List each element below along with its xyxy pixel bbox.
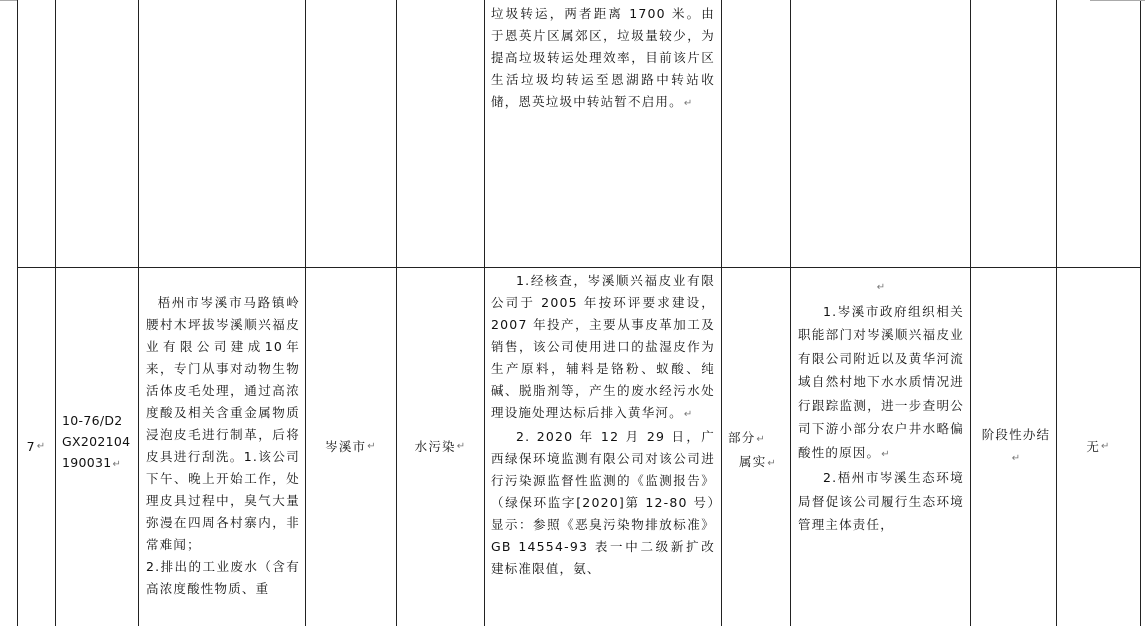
category-text: 水污染 bbox=[414, 439, 456, 454]
row7-actions bbox=[798, 274, 964, 537]
findings-paragraph: 2. 2020 年 12 月 29 日，广西绿保环境监测有限公司对该公司进行污染源监督性监测的《监测报告》（绿保环监字[2020]第 12-80 号）显示：参照《恶臭污染物排放标准》GB 14554-93 表一中二级新扩改建标准限值，氨、 bbox=[491, 429, 715, 576]
paragraph-mark-icon: ↵ bbox=[1101, 441, 1111, 452]
verdict-text: 部分 bbox=[728, 430, 756, 445]
paragraph-mark-icon: ↵ bbox=[683, 409, 694, 420]
region-text: 岑溪市 bbox=[325, 439, 367, 454]
paragraph-mark-icon: ↵ bbox=[112, 459, 122, 470]
col-line bbox=[790, 0, 791, 626]
actions-paragraph: 1.岑溪市政府组织相关职能部门对岑溪顺兴福皮业有限公司附近以及黄华河流域自然村地下水水质情况进行跟踪监测，进一步查明公司下游小部分农户井水略偏酸性的原因。 bbox=[798, 303, 964, 460]
row7-status bbox=[980, 424, 1052, 470]
paragraph-mark-icon: ↵ bbox=[756, 434, 766, 445]
paragraph-mark-icon: ↵ bbox=[683, 98, 694, 109]
paragraph-mark-icon: ↵ bbox=[881, 448, 891, 460]
accountability-text: 无 bbox=[1086, 439, 1101, 454]
row7-number bbox=[18, 268, 55, 626]
complaint-text: 梧州市岑溪市马路镇岭腰村木坪拔岑溪顺兴福皮业有限公司建成10年来，专门从事对动物生物活体皮毛处理，通过高浓度酸及相关含重金属物质浸泡皮毛进行制革，后将皮具进行刮洗。1.该公司下午、晚上开始工作，处理皮具过程中，臭气大量弥漫在四周各村寨内，非常难闻； 2.排出的工业废水（含有高浓度酸性物质、重 bbox=[146, 295, 300, 596]
paragraph-mark-icon: ↵ bbox=[367, 441, 377, 452]
row7-complaint bbox=[146, 270, 300, 600]
prev-row-findings bbox=[491, 3, 715, 115]
paragraph-mark-icon: ↵ bbox=[1011, 453, 1022, 464]
col-line bbox=[721, 0, 722, 626]
row7-case-code bbox=[62, 410, 138, 475]
row7-region bbox=[306, 268, 396, 626]
actions-paragraph: 2.梧州市岑溪生态环境局督促该公司履行生态环境管理主体责任， bbox=[798, 470, 964, 532]
paragraph-mark-icon: ↵ bbox=[456, 441, 467, 452]
row7-verdict bbox=[726, 427, 788, 475]
corner-mark bbox=[0, 0, 17, 1]
findings-paragraph: 1.经核查，岑溪顺兴福皮业有限公司于 2005 年按环评要求建设，2007 年投产，主要从事皮革加工及销售，该公司使用进口的盐湿皮作为生产原料，辅料是铬粉、蚁酸、纯碱、脱脂剂等，产生的废水经污水处理设施处理达标后排入黄华河。 bbox=[491, 273, 715, 420]
row7-findings bbox=[491, 270, 715, 580]
col-line bbox=[1140, 0, 1141, 626]
prev-row-findings-text: 垃圾转运，两者距离 1700 米。由于恩英片区属郊区，垃圾量较少，为提高垃圾转运处理效率，目前该片区生活垃圾均转运至恩湖路中转站收储，恩英垃圾中转站暂不启用。 bbox=[491, 6, 715, 109]
status-text: 阶段性办结 bbox=[981, 427, 1051, 442]
col-line bbox=[970, 0, 971, 626]
row-divider bbox=[17, 267, 1141, 268]
row7-category bbox=[397, 268, 484, 626]
paragraph-mark-icon: ↵ bbox=[876, 282, 887, 293]
row7-number-text: 7 bbox=[26, 439, 36, 454]
col-line bbox=[55, 0, 56, 626]
col-line bbox=[138, 0, 139, 626]
case-code-line: 10-76/D2 bbox=[62, 413, 123, 428]
paragraph-mark-icon: ↵ bbox=[767, 458, 777, 469]
col-line bbox=[484, 0, 485, 626]
row7-accountability bbox=[1057, 268, 1140, 626]
verdict-text: 属实 bbox=[739, 454, 767, 469]
paragraph-mark-icon: ↵ bbox=[36, 441, 47, 452]
corner-mark bbox=[1090, 0, 1145, 1]
case-code-line: GX202104 bbox=[62, 434, 131, 449]
case-code-line: 190031 bbox=[62, 455, 112, 470]
